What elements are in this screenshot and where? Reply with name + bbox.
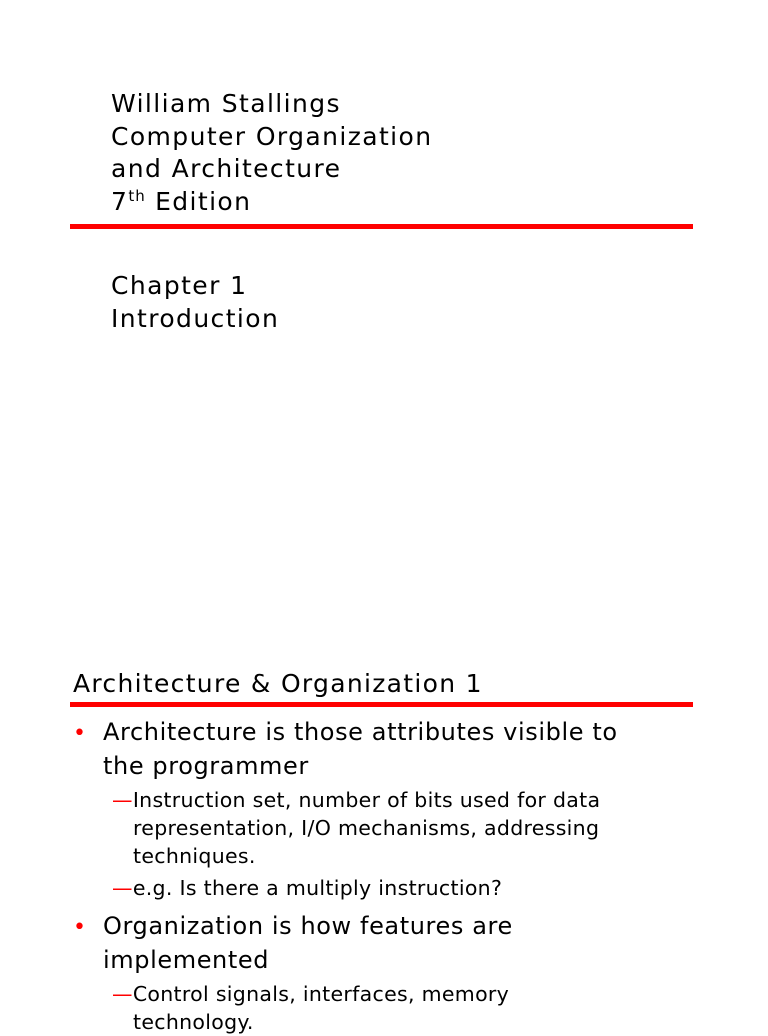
bullet-text-line: Architecture is those attributes visible to: [103, 718, 618, 746]
title-line-subject: Computer Organization: [111, 121, 433, 151]
sub-text-line: e.g. Is there a multiply instruction?: [132, 876, 503, 900]
sub-dash: —: [112, 982, 133, 1006]
title-divider: [70, 224, 693, 229]
chapter-number: Chapter 1: [111, 271, 248, 300]
bullet-organization: [73, 910, 513, 976]
chapter-title: Introduction: [111, 303, 280, 333]
sub-dash: —: [112, 788, 133, 812]
chapter-heading: [111, 270, 279, 335]
sub-text-line: techniques.: [133, 844, 256, 868]
sub-dash: —: [112, 876, 133, 900]
edition-superscript: th: [128, 186, 146, 205]
bullet-text-line: implemented: [103, 946, 270, 974]
bullet-dot: •: [73, 721, 87, 746]
slide-heading: Architecture & Organization 1: [73, 669, 483, 698]
heading-divider: [70, 702, 693, 707]
sub-text-line: Instruction set, number of bits used for data: [132, 788, 601, 812]
bullet-architecture: [73, 716, 618, 782]
sub-bullet-multiply: [112, 874, 502, 902]
book-title: [111, 88, 432, 221]
title-line-subject-cont: and Architecture: [111, 154, 342, 183]
sub-text-line: Control signals, interfaces, memory: [132, 982, 510, 1006]
bullet-text-line: Organization is how features are: [103, 912, 513, 940]
bullet-dot: •: [73, 915, 87, 940]
sub-bullet-control-signals: [112, 980, 509, 1036]
edition-number: 7: [111, 186, 129, 216]
edition-word: Edition: [155, 186, 252, 216]
bullet-text-line: the programmer: [103, 752, 309, 780]
title-line-author: William Stallings: [111, 89, 341, 118]
title-line-edition: [111, 186, 432, 222]
sub-text-line: representation, I/O mechanisms, addressing: [133, 816, 600, 840]
sub-bullet-instruction-set: [112, 786, 600, 870]
sub-text-line: technology.: [133, 1010, 254, 1034]
